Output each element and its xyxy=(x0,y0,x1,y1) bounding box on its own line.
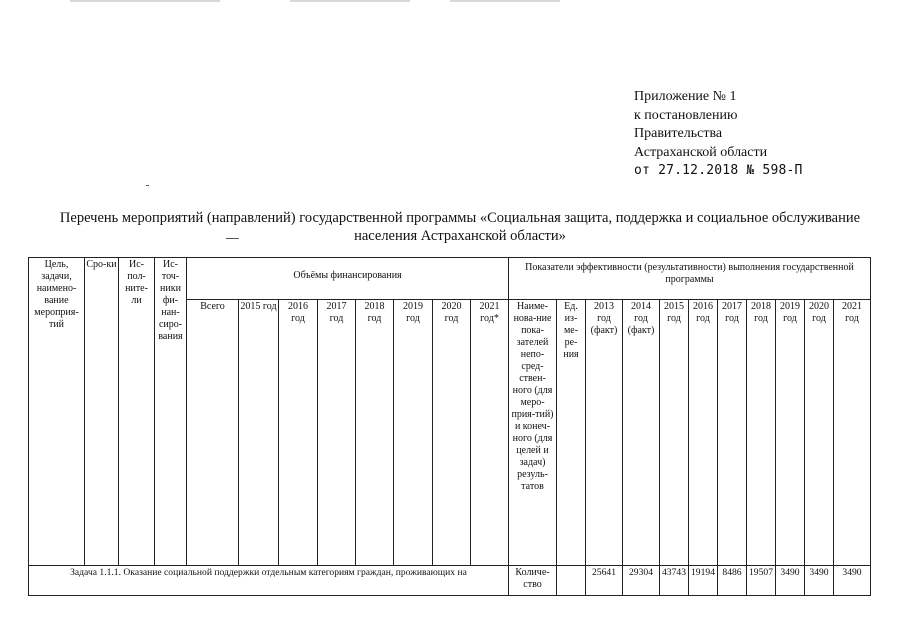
task-row-value: 8486 xyxy=(718,566,747,596)
header-ind-year: 2013 год (факт) xyxy=(586,300,623,566)
header-unit: Ед. из-ме-ре-ния xyxy=(557,300,586,566)
task-row-indicator: Количе-ство xyxy=(509,566,557,596)
header-terms: Сро-ки xyxy=(85,258,119,566)
header-fin-year: 2020 год xyxy=(433,300,471,566)
appendix-line: к постановлению xyxy=(634,107,738,123)
header-executors: Ис-пол-ните-ли xyxy=(119,258,155,566)
header-indicators: Показатели эффективности (результативности) выполнения государственной программы xyxy=(509,258,871,300)
header-ind-year: 2018 год xyxy=(747,300,776,566)
header-ind-year: 2016 год xyxy=(689,300,718,566)
task-row-value: 3490 xyxy=(805,566,834,596)
appendix-line: Приложение № 1 xyxy=(634,89,737,104)
appendix-line: Правительства xyxy=(634,126,723,141)
scan-artifact xyxy=(290,0,410,2)
document-title xyxy=(30,209,890,245)
scan-speck xyxy=(146,185,149,186)
task-row-value: 3490 xyxy=(776,566,805,596)
task-row-value: 19507 xyxy=(747,566,776,596)
header-sources: Ис-точ-ники фи-нан-сиро-вания xyxy=(155,258,187,566)
header-financing: Объёмы финансирования xyxy=(187,258,509,300)
header-ind-year: 2019 год xyxy=(776,300,805,566)
header-fin-year: 2016 год xyxy=(279,300,318,566)
measures-table xyxy=(28,257,871,596)
scan-artifact xyxy=(70,0,220,2)
header-fin-year: 2019 год xyxy=(394,300,433,566)
header-fin-total: Всего xyxy=(187,300,239,566)
header-ind-year: 2020 год xyxy=(805,300,834,566)
appendix-block xyxy=(634,88,803,181)
task-row-unit xyxy=(557,566,586,596)
appendix-line: Астраханской области xyxy=(634,144,768,160)
task-row-value: 43743 xyxy=(660,566,689,596)
task-row-value: 3490 xyxy=(834,566,871,596)
appendix-decree-line: от 27.12.2018 № 598-П xyxy=(634,163,803,178)
task-row-label: Задача 1.1.1. Оказание социальной поддержки отдельным категориям граждан, проживающих на xyxy=(29,566,509,596)
task-row-value: 25641 xyxy=(586,566,623,596)
header-indicator-name: Наиме-нова-ние пока-зателей непо-сред-ствен-ного (для меро-прия-тий) и конеч-ного (для целей и задач) резуль-татов xyxy=(509,300,557,566)
header-goal: Цель, задачи, наимено-вание мероприя-тий xyxy=(29,258,85,566)
header-fin-year: 2021 год* xyxy=(471,300,509,566)
scan-artifact xyxy=(450,0,560,2)
header-ind-year: 2021 год xyxy=(834,300,871,566)
title-line: Перечень мероприятий (направлений) государственной программы «Социальная защита, поддержка и социальное обслуживание xyxy=(59,210,861,226)
header-fin-year: 2015 год xyxy=(239,300,279,566)
task-row-value: 19194 xyxy=(689,566,718,596)
task-row-value: 29304 xyxy=(623,566,660,596)
header-ind-year: 2014 год (факт) xyxy=(623,300,660,566)
header-fin-year: 2018 год xyxy=(356,300,394,566)
header-ind-year: 2017 год xyxy=(718,300,747,566)
title-line: населения Астраханской области» xyxy=(354,228,566,244)
header-fin-year: 2017 год xyxy=(318,300,356,566)
header-ind-year: 2015 год xyxy=(660,300,689,566)
